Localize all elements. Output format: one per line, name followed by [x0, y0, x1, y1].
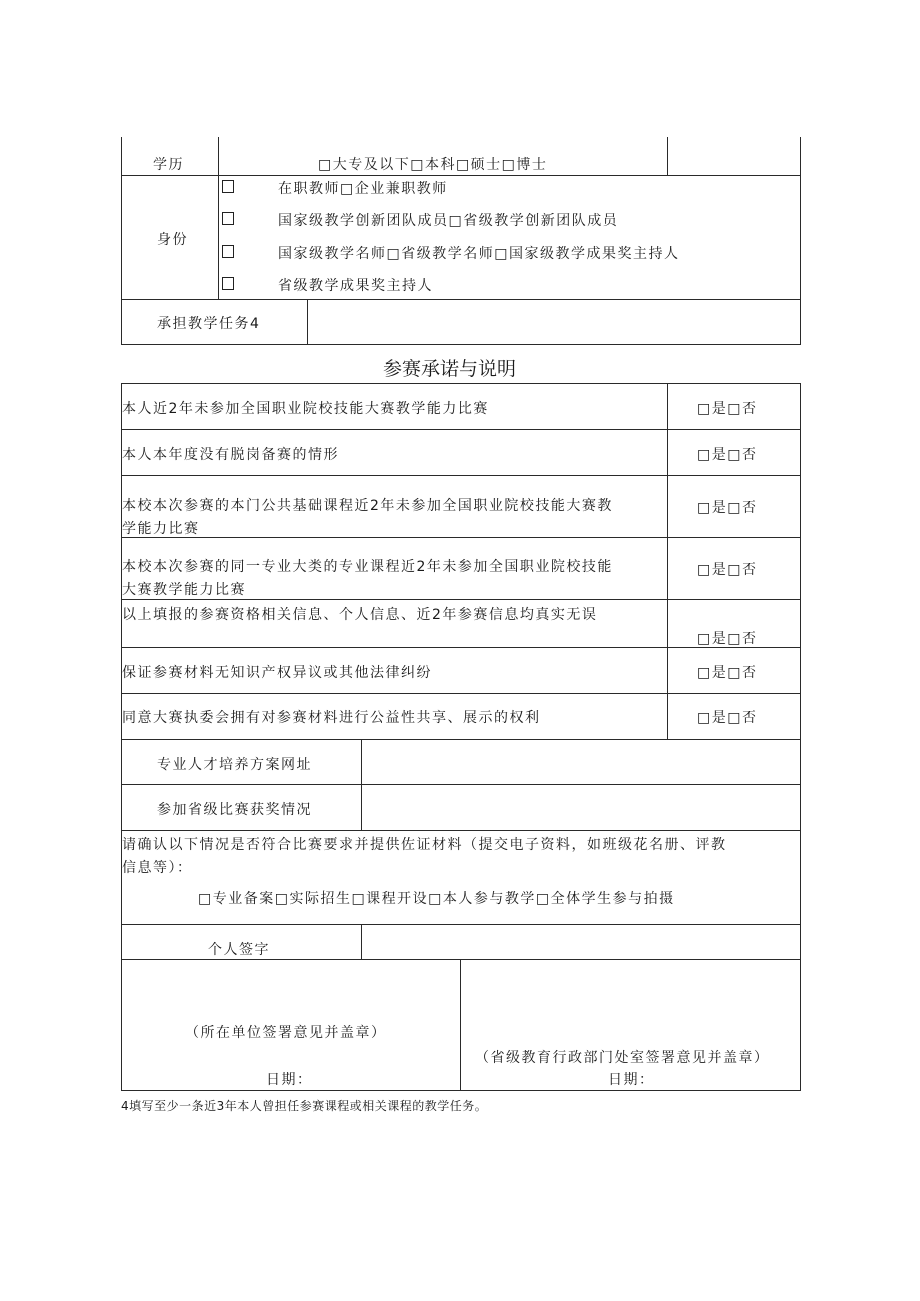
- teaching-task-field[interactable]: [309, 301, 799, 343]
- pledge-choice[interactable]: □是□否: [697, 447, 758, 463]
- table-border: [361, 924, 362, 959]
- unit-sign-date: 日期：: [266, 1072, 313, 1088]
- identity-checkbox[interactable]: [222, 212, 234, 225]
- table-border: [121, 344, 801, 345]
- confirm-text: 信息等）：: [122, 860, 193, 876]
- identity-checkbox[interactable]: [222, 245, 234, 258]
- unit-sign-label: （所在单位签署意见并盖章）: [185, 1025, 387, 1041]
- pledge-choice[interactable]: □是□否: [697, 401, 758, 417]
- province-sign-label: （省级教育行政部门处室签署意见并盖章）: [475, 1050, 770, 1066]
- table-border: [121, 739, 801, 740]
- pledge-choice[interactable]: □是□否: [697, 631, 758, 647]
- pledge-text: 本校本次参赛的同一专业大类的专业课程近2年未参加全国职业院校技能: [122, 559, 613, 575]
- table-border: [800, 137, 801, 345]
- education-options: □大专及以下□本科□硕士□博士: [318, 157, 548, 173]
- province-sign-date: 日期：: [608, 1072, 655, 1088]
- section-title: 参赛承诺与说明: [383, 358, 517, 380]
- table-border: [667, 137, 668, 175]
- pledge-text: 同意大赛执委会拥有对参赛材料进行公益性共享、展示的权利: [122, 710, 541, 726]
- pledge-choice[interactable]: □是□否: [697, 710, 758, 726]
- pledge-text: 本校本次参赛的本门公共基础课程近2年未参加全国职业院校技能大赛教: [122, 498, 613, 514]
- pledge-text: 学能力比赛: [122, 521, 200, 537]
- table-border: [121, 475, 801, 476]
- provincial-awards-label: 参加省级比赛获奖情况: [157, 802, 312, 818]
- footnote: 4填写至少一条近3年本人曾担任参赛课程或相关课程的教学任务。: [121, 1099, 488, 1113]
- identity-line: 国家级教学创新团队成员□省级教学创新团队成员: [278, 213, 619, 229]
- table-border: [307, 299, 308, 345]
- identity-line: 国家级教学名师□省级教学名师□国家级教学成果奖主持人: [278, 246, 680, 262]
- table-border: [121, 383, 122, 1091]
- pledge-text: 保证参赛材料无知识产权异议或其他法律纠纷: [122, 665, 432, 681]
- signature-label: 个人签字: [208, 942, 270, 958]
- table-border: [121, 429, 801, 430]
- table-border: [218, 137, 219, 299]
- table-border: [121, 1090, 801, 1091]
- table-border: [800, 383, 801, 1091]
- signature-field[interactable]: [363, 926, 799, 958]
- table-border: [121, 599, 801, 600]
- pledge-choice[interactable]: □是□否: [697, 665, 758, 681]
- pledge-text: 大赛教学能力比赛: [122, 582, 246, 598]
- pledge-choice[interactable]: □是□否: [697, 500, 758, 516]
- identity-checkbox[interactable]: [222, 277, 234, 290]
- pledge-text: 以上填报的参赛资格相关信息、个人信息、近2年参赛信息均真实无误: [122, 607, 598, 623]
- pledge-choice[interactable]: □是□否: [697, 562, 758, 578]
- table-border: [121, 175, 801, 176]
- provincial-awards-field[interactable]: [363, 786, 799, 829]
- identity-checkbox[interactable]: [222, 180, 234, 193]
- pledge-text: 本人近2年未参加全国职业院校技能大赛教学能力比赛: [122, 401, 489, 417]
- table-border: [121, 537, 801, 538]
- table-border: [121, 383, 801, 384]
- table-border: [121, 693, 801, 694]
- table-border: [667, 383, 668, 739]
- confirm-text: 请确认以下情况是否符合比赛要求并提供佐证材料（提交电子资料，如班级花名册、评教: [122, 837, 727, 853]
- table-border: [460, 959, 461, 1091]
- table-border: [121, 784, 801, 785]
- teaching-task-label: 承担教学任务4: [157, 316, 261, 332]
- training-plan-url-label: 专业人才培养方案网址: [157, 757, 312, 773]
- training-plan-url-field[interactable]: [363, 741, 799, 783]
- identity-line: 在职教师□企业兼职教师: [278, 181, 448, 197]
- confirm-options[interactable]: □专业备案□实际招生□课程开设□本人参与教学□全体学生参与拍摄: [198, 891, 675, 907]
- table-border: [121, 299, 801, 300]
- identity-line: 省级教学成果奖主持人: [278, 278, 433, 294]
- table-border: [121, 137, 122, 345]
- pledge-text: 本人本年度没有脱岗备赛的情形: [122, 447, 339, 463]
- table-border: [121, 959, 801, 960]
- table-border: [121, 924, 801, 925]
- identity-label: 身份: [157, 232, 188, 248]
- table-border: [121, 830, 801, 831]
- education-label: 学历: [153, 157, 184, 173]
